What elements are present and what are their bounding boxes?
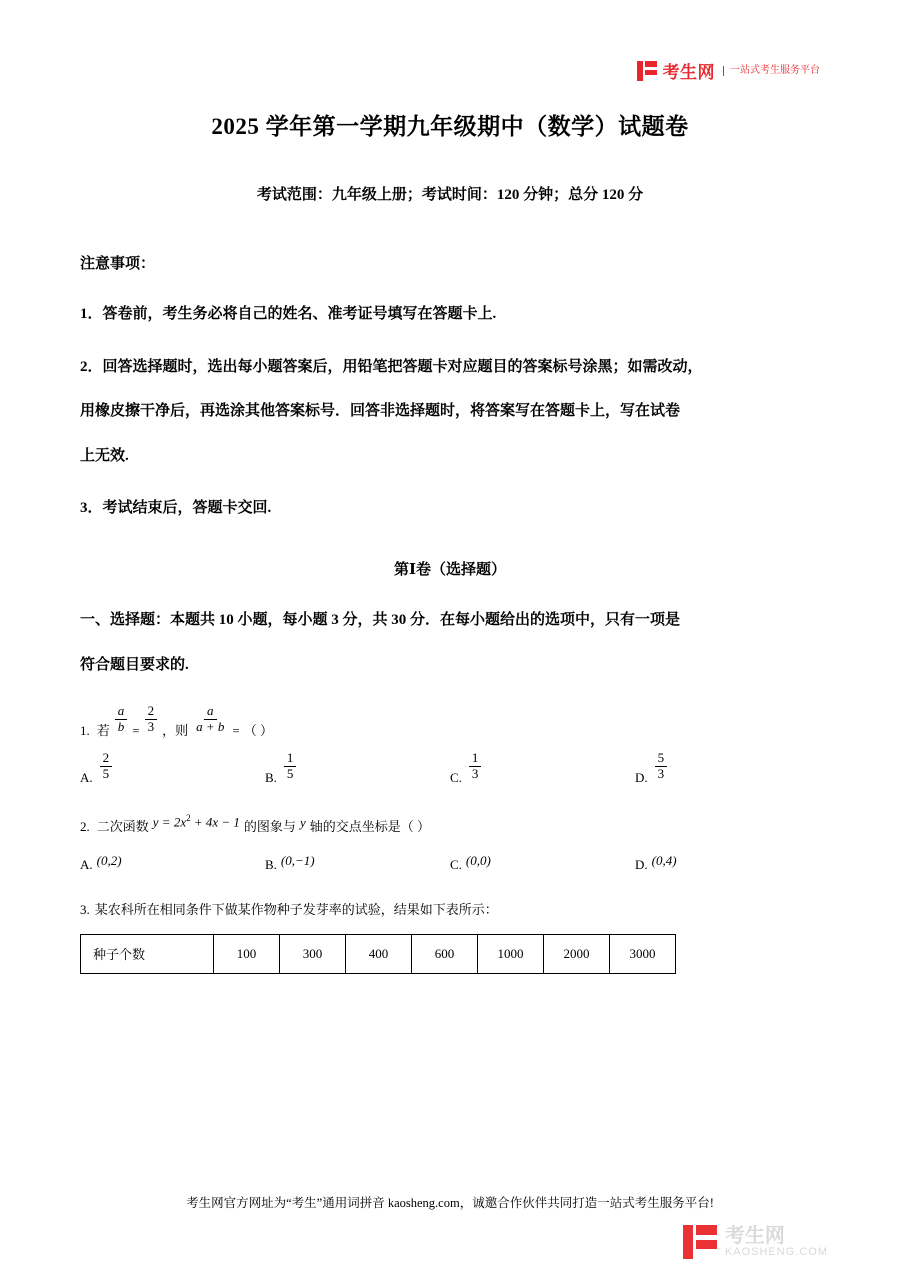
question-1-fraction-1 (115, 704, 128, 735)
table-cell: 300 (280, 934, 346, 973)
question-1-body (95, 703, 275, 739)
option-b[interactable] (265, 749, 450, 786)
option-c-value: (0,0) (465, 852, 491, 868)
notice-item-1: 1．答卷前，考生务必将自己的姓名、准考证号填写在答题卡上. (80, 306, 497, 322)
option-a-fraction (100, 751, 113, 782)
option-d-label: D. (635, 856, 648, 872)
question-3 (80, 873, 820, 918)
option-c-label: C. (450, 856, 462, 872)
watermark-logo (683, 1225, 828, 1259)
question-1-mid: ，则 (162, 722, 189, 738)
watermark-text (725, 1226, 828, 1259)
question-2-options (80, 835, 820, 873)
table-cell: 600 (412, 934, 478, 973)
option-b-value: (0,−1) (280, 852, 315, 868)
question-1-lead: 若 (96, 722, 110, 738)
watermark-logo-mark-icon (683, 1225, 717, 1259)
frac-numerator: 5 (655, 751, 668, 767)
question-1-options (80, 739, 820, 786)
logo-mark-icon (637, 61, 657, 81)
option-b-fraction (284, 751, 297, 782)
formula-body: = 2x (158, 814, 187, 830)
seed-table (80, 934, 676, 974)
question-1-fraction-2 (145, 704, 158, 735)
option-b[interactable] (265, 852, 450, 873)
frac-denominator: 3 (657, 765, 665, 781)
exam-scope: 考试范围：九年级上册；考试时间：120 分钟；总分 120 分 (256, 187, 644, 203)
option-b-label: B. (265, 769, 277, 785)
frac-denominator: 3 (471, 765, 479, 781)
site-logo (637, 58, 821, 83)
option-c[interactable] (450, 749, 635, 786)
option-c-label: C. (450, 769, 462, 785)
option-a-label: A. (80, 769, 93, 785)
frac-denominator: a + b (196, 718, 225, 734)
question-3-table-wrap (80, 918, 820, 974)
notice-title: 注意事项： (80, 256, 156, 272)
option-a[interactable] (80, 852, 265, 873)
question-3-text: 某农科所在相同条件下做某作物种子发芽率的试验，结果如下表所示： (94, 901, 498, 917)
option-b-label: B. (265, 856, 277, 872)
question-2-formula (151, 813, 242, 830)
option-a[interactable] (80, 749, 265, 786)
option-d-label: D. (635, 769, 648, 785)
question-1-answer-paren: （ ） (243, 722, 274, 738)
table-row-header: 种子个数 (81, 934, 214, 973)
frac-denominator: 5 (102, 765, 110, 781)
option-c-fraction (469, 751, 482, 782)
option-d[interactable] (635, 749, 820, 786)
question-2-text-before: 二次函数 (96, 818, 149, 834)
option-a-value: (0,2) (96, 852, 122, 868)
watermark-brand-en: KAOSHENG.COM (724, 1245, 828, 1258)
option-d-value: (0,4) (651, 852, 677, 868)
frac-numerator: 1 (469, 751, 482, 767)
question-2-text-after: 轴的交点坐标是（ ） (309, 818, 430, 834)
frac-numerator: 1 (284, 751, 297, 767)
question-1-tail: = (232, 722, 240, 738)
question-2-axis-var: y (299, 814, 306, 830)
table-row (81, 934, 676, 973)
question-2-body (95, 813, 432, 835)
notice-item-3: 3．考试结束后，答题卡交回. (80, 500, 272, 516)
question-1 (80, 674, 820, 739)
frac-numerator: a (204, 704, 217, 720)
formula-rest: + 4x − 1 (190, 814, 240, 830)
frac-numerator: 2 (100, 751, 113, 767)
option-d-fraction (655, 751, 668, 782)
logo-text: 考生网 (662, 63, 715, 82)
frac-numerator: a (115, 704, 128, 720)
frac-numerator: 2 (145, 704, 158, 720)
question-2-text-mid: 的图象与 (243, 818, 296, 834)
frac-denominator: 3 (147, 718, 155, 734)
formula-exponent: 2 (186, 813, 191, 824)
page-footer: 考生网官方网址为“考生”通用词拼音 kaosheng.com，诚邀合作伙伴共同打造一站式考生服务平台! (186, 1196, 714, 1210)
question-1-equals: = (132, 722, 140, 738)
page-title: 2025 学年第一学期九年级期中（数学）试题卷 (211, 114, 689, 139)
question-group-instruction: 一、选择题：本题共 10 小题，每小题 3 分，共 30 分．在每小题给出的选项中，只有一项是 (80, 611, 681, 628)
table-cell: 400 (346, 934, 412, 973)
option-a-label: A. (80, 856, 93, 872)
option-c[interactable] (450, 852, 635, 873)
question-group-instruction-cont: 符合题目要求的. (80, 657, 189, 673)
table-cell: 3000 (610, 934, 676, 973)
section-heading: 第Ⅰ卷（选择题） (393, 561, 507, 578)
watermark-brand-cn: 考生网 (724, 1224, 785, 1247)
notice-item-2-cont: 用橡皮擦干净后，再选涂其他答案标号．回答非选择题时，将答案写在答题卡上，写在试卷 (80, 403, 681, 419)
formula-y: y (152, 814, 159, 830)
notice-item-2-cont2: 上无效. (80, 447, 129, 464)
option-d[interactable] (635, 852, 820, 873)
question-3-number: 3. (80, 901, 90, 917)
notice-item-2: 2．回答选择题时，选出每小题答案后，用铅笔把答题卡对应题目的答案标号涂黑；如需改动， (80, 358, 703, 375)
question-1-fraction-3 (193, 704, 227, 735)
question-1-number: 1. (80, 722, 90, 738)
frac-denominator: b (117, 718, 125, 734)
question-2-number: 2. (80, 818, 90, 834)
table-cell: 100 (214, 934, 280, 973)
table-cell: 2000 (544, 934, 610, 973)
question-2 (80, 786, 820, 835)
table-cell: 1000 (478, 934, 544, 973)
frac-denominator: 5 (286, 765, 294, 781)
logo-tagline: 一站式考生服务平台 (723, 66, 820, 76)
